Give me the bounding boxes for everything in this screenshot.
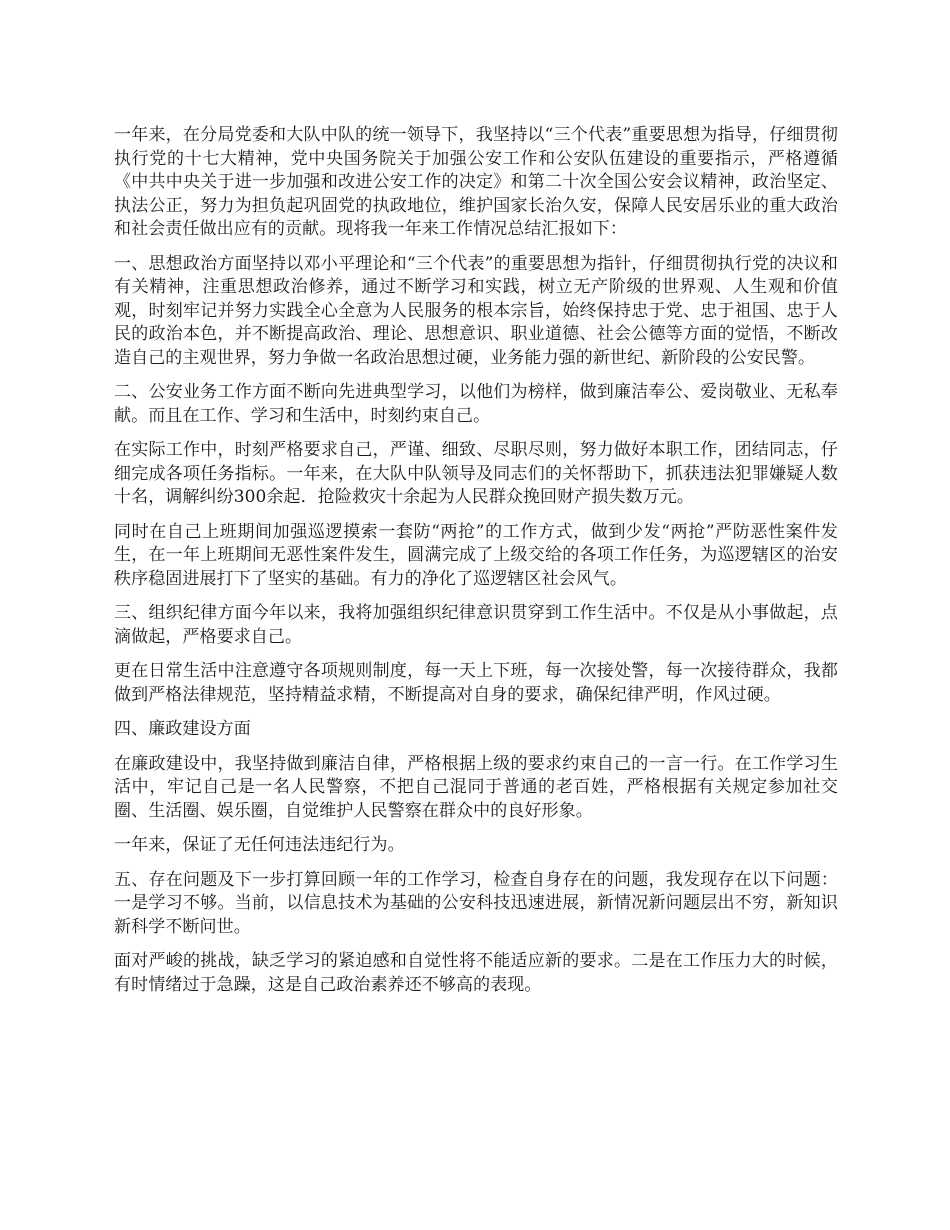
paragraph-challenges: 面对严峻的挑战，缺乏学习的紧迫感和自觉性将不能适应新的要求。二是在工作压力大的时候，有时情绪过于急躁，这是自己政治素养还不够高的表现。 xyxy=(114,951,838,995)
paragraph-practical-work: 在实际工作中，时刻严格要求自己，严谨、细致、尽职尽则，努力做好本职工作，团结同志，仔细完成各项任务指标。一年来，在大队中队领导及同志们的关怀帮助下，抓获违法犯罪嫌疑人数十名，调解纠纷300余起．抢险救灾十余起为人民群众挽回财产损失数万元。 xyxy=(114,440,838,507)
paragraph-no-violations: 一年来，保证了无任何违法违纪行为。 xyxy=(114,835,405,855)
paragraph-police-work: 二、公安业务工作方面不断向先进典型学习，以他们为榜样，做到廉洁奉公、爱岗敬业、无私奉献。而且在工作、学习和生活中，时刻约束自己。 xyxy=(114,382,838,426)
paragraph-discipline: 三、组织纪律方面今年以来，我将加强组织纪律意识贯穿到工作生活中。不仅是从小事做起，点滴做起，严格要求自己。 xyxy=(114,603,838,647)
document-body xyxy=(114,124,838,1008)
paragraph-patrol: 同时在自己上班期间加强巡逻摸索一套防“两抢”的工作方式，做到少发“两抢”严防恶性案件发生，在一年上班期间无恶性案件发生，圆满完成了上级交给的各项工作任务，为巡逻辖区的治安秩序稳固进展打下了坚实的基础。有力的净化了巡逻辖区社会风气。 xyxy=(114,521,838,589)
paragraph-daily-life: 更在日常生活中注意遵守各项规则制度，每一天上下班，每一次接处警，每一次接待群众，我都做到严格法律规范，坚持精益求精，不断提高对自身的要求，确保纪律严明，作风过硬。 xyxy=(114,661,838,705)
paragraph-intro: 一年来，在分局党委和大队中队的统一领导下，我坚持以“三个代表”重要思想为指导，仔细贯彻执行党的十七大精神，党中央国务院关于加强公安工作和公安队伍建设的重要指示，严格遵循《中共中央关于进一步加强和改进公安工作的决定》和第二十次全国公安会议精神，政治坚定、执法公正，努力为担负起巩固党的执政地位，维护国家长治久安，保障人民安居乐业的重大政治和社会责任做出应有的贡献。现将我一年来工作情况总结汇报如下： xyxy=(114,125,838,239)
paragraph-integrity-heading: 四、廉政建设方面 xyxy=(114,719,251,739)
paragraph-problems: 五、存在问题及下一步打算回顾一年的工作学习，检查自身存在的问题，我发现存在以下问题：一是学习不够。当前，以信息技术为基础的公安科技迅速进展，新情况新问题层出不穷，新知识新科学不断问世。 xyxy=(114,869,838,937)
paragraph-integrity: 在廉政建设中，我坚持做到廉洁自律，严格根据上级的要求约束自己的一言一行。在工作学习生活中，牢记自己是一名人民警察，不把自己混同于普通的老百姓，严格根据有关规定参加社交圈、生活圈、娱乐圈，自觉维护人民警察在群众中的良好形象。 xyxy=(114,753,838,821)
paragraph-political-thought: 一、思想政治方面坚持以邓小平理论和“三个代表”的重要思想为指针，仔细贯彻执行党的决议和有关精神，注重思想政治修养，通过不断学习和实践，树立无产阶级的世界观、人生观和价值观，时刻牢记并努力实践全心全意为人民服务的根本宗旨，始终保持忠于党、忠于祖国、忠于人民的政治本色，并不断提高政治、理论、思想意识、职业道德、社会公德等方面的觉悟，不断改造自己的主观世界，努力争做一名政治思想过硬，业务能力强的新世纪、新阶段的公安民警。 xyxy=(114,253,838,368)
